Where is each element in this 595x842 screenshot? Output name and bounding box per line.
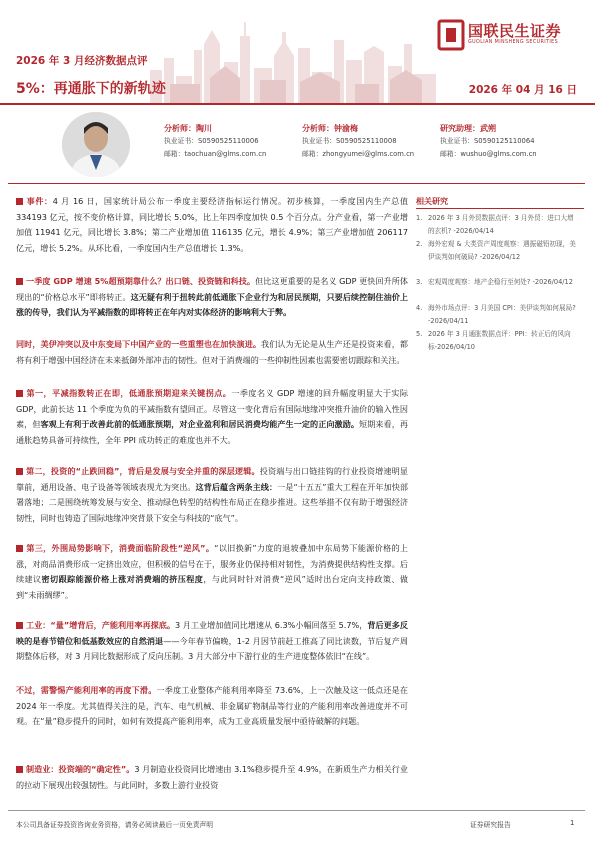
analyst-card: [164, 122, 266, 161]
related-research-item[interactable]: 1. 2026 年 3 月外贸数据点评：3 月外贸：进口大增的玄机? -2026/04/14: [416, 214, 574, 235]
square-bullet-icon: [16, 545, 23, 552]
analyst-cert: 执业证书：S0590525110006: [164, 137, 259, 145]
square-bullet-icon: [16, 622, 23, 629]
related-research-item[interactable]: 4. 海外市场点评：3 月美国 CPI：美伊谈判如何展局? -2026/04/11: [416, 304, 576, 325]
related-research-item[interactable]: 2. 海外宏观 & 大类资产周度观察：遇振磁铅初现，美伊谈判如何破局? -2026/04/12: [416, 240, 576, 261]
footer-doc-type: 证券研究报告: [470, 821, 511, 829]
analyst-role: 分析师：: [164, 124, 196, 133]
related-research-title: 相关研究: [416, 197, 448, 206]
paragraph-deflator: 第一，平减指数转正在即，低通胀预期迎来关键拐点。一季度名义 GDP 增速的回升幅度明显大于实际 GDP，此前长达 11 个季度为负的平减指数有望回正。尽管这一变化背后有国际地缘冲突推升油价的输入性因素，但客观上有利于改善此前的低通胀预期，对企业盈利和居民消费均能产生一定的正向激励。短期来看，再通胀趋势具备可持续性，全年 PPI 成功转正的难度也并不大。: [16, 388, 408, 445]
footer-disclaimer: 本公司具备证券投资咨询业务资格，请务必阅读最后一页免责声明: [16, 821, 214, 829]
square-bullet-icon: [16, 278, 23, 285]
paragraph-investment: 第二，投资的“止跌回稳”，背后是发展与安全并重的深层逻辑。投资端与出口链挂钩的行业投资增速明显靠前，通用设备、电子设备等领域表现尤为突出。这背后蕴含两条主线：一是“十五五”重大工程在开年加快部署落地；二是围绕统筹发展与安全、推动绿色转型的结构性布局正在稳步推进。这些举措不仅有助于增强经济韧性，同时也铸造了国际地缘冲突背景下安全与科技的“底气”。: [16, 466, 408, 523]
square-bullet-icon: [16, 468, 23, 475]
analyst-cert: 执业证书：S0590525110008: [302, 137, 397, 145]
analyst-cert: 执业证书：S0590125110064: [440, 137, 535, 145]
paragraph-middle-east: 同时，美伊冲突以及中东变局下中国产业的一些重塑也在加快演进。我们认为无论是从生产还是投资来看，都将有利于增强中国经济在未来抵御外部冲击的韧性。但对于消费端的一些抑制性因素也需要密切跟踪和关注。: [16, 339, 408, 365]
related-research-item[interactable]: 3. 宏观周度观察：地产企稳行至何处? -2026/04/12: [416, 278, 573, 286]
city-skyline-illustration: [150, 0, 440, 104]
logo-wordmark-cn: 国联民生证券: [468, 22, 562, 40]
analyst-name: 武朔: [480, 124, 496, 133]
analyst-email: 邮箱：zhongyumei@glms.com.cn: [302, 150, 415, 158]
analyst-divider: [8, 183, 585, 184]
paragraph-event: 事件：4 月 16 日，国家统计局公布一季度主要经济指标运行情况。初步核算，一季度国内生产总值 334193 亿元，按不变价格计算，同比增长 5.0%，比上年四季度加快 0.5 个百分点。分产业看，第一产业增加值 11941 亿元，同比增长 3.8%；第二产业增加值 116135 亿元，增长 4.9%；第三产业增加值 206117 亿元，增长 5.2%。从环比看，一季度国内生产总值增长 1.3%。: [16, 196, 408, 253]
analyst-avatar: [62, 112, 130, 177]
report-series: 2026 年 3 月经济数据点评: [16, 55, 148, 67]
page-title: 5%：再通胀下的新轨迹: [16, 81, 166, 97]
analyst-email: 邮箱：wushuo@glms.com.cn: [440, 150, 537, 158]
related-research-item[interactable]: 5. 2026 年 3 月通胀数据点评：PPI：转正后的风向标-2026/04/10: [416, 330, 571, 351]
header-divider: [0, 103, 595, 105]
paragraph-consumption: 第三，外围局势影响下，消费面临阶段性“逆风”。“以旧换新”力度的退坡叠加中东局势下能源价格的上涨，对商品消费形成一定挤出效应，但积极的信号在于，服务业仍保持相对韧性，为消费提供结构性支撑。后续建议密切跟踪能源价格上涨对消费端的挤压程度，与此同时针对消费“逆风”适时出台定向支持政策、做到“未雨绸缪”。: [16, 543, 408, 600]
footer-divider: [8, 810, 585, 811]
paragraph-capacity: 不过，需警惕产能利用率的再度下滑。一季度工业整体产能利用率降至 73.6%，上一次触及这一低点还是在 2024 年一季度。尤其值得关注的是，汽车、电气机械、非金属矿物制品等行业的产能利用率改善进度并不可观。在“量”稳步提升的同时，如何有效提高产能利用率，成为工业高质量发展中亟待破解的问题。: [16, 685, 408, 726]
report-date: 2026 年 04 月 16 日: [468, 84, 577, 96]
analyst-email: 邮箱：taochuan@glms.com.cn: [164, 150, 267, 158]
analyst-card: [302, 122, 414, 161]
analyst-role: 研究助理：: [440, 124, 480, 133]
paragraph-gdp: 一季度 GDP 增速 5%超预期靠什么？出口链、投资链和科技。但比这更重要的是名义 GDP 更快回升所体现出的“价格总水平”即将转正。这无疑有利于扭转此前低通胀下企业行为和居民预期，只要后续控制住油价上涨的传导，我们认为平减指数的即将转正在年内对实体经济的影响利大于弊。: [16, 276, 408, 317]
logo-emblem-icon: [436, 18, 466, 52]
page-number: 1: [570, 819, 575, 827]
analyst-role: 分析师：: [302, 124, 334, 133]
logo-wordmark-en: GUOLIAN MINSHENG SECURITIES: [468, 40, 559, 45]
brand-logo: [436, 16, 586, 56]
square-bullet-icon: [16, 198, 23, 205]
analyst-name: 钟渝梅: [334, 124, 358, 133]
square-bullet-icon: [16, 390, 23, 397]
sidebar-divider: [416, 208, 584, 209]
square-bullet-icon: [16, 766, 23, 773]
paragraph-manufacturing: 制造业：投资端的“确定性”。3 月制造业投资同比增速由 3.1%稳步提升至 4.9%，在新质生产力相关行业的拉动下展现出较强韧性。与此同时，多数上游行业投资: [16, 764, 409, 790]
person-photo-icon: [62, 112, 130, 177]
analyst-name: 陶川: [196, 124, 212, 133]
analyst-card: [440, 122, 537, 161]
paragraph-industry: 工业：“量”增背后，产能利用率再探底。3 月工业增加值同比增速从 6.3%小幅回落至 5.7%，背后更多反映的是春节错位和低基数效应的自然消退——今年春节偏晚，1-2 月因节前赶工推高了同比读数，节后复产周期整体后移，对 3 月同比数据形成了反向压制。3 月大部分中下游行业的生产进度整体依旧“在线”。: [16, 620, 408, 661]
